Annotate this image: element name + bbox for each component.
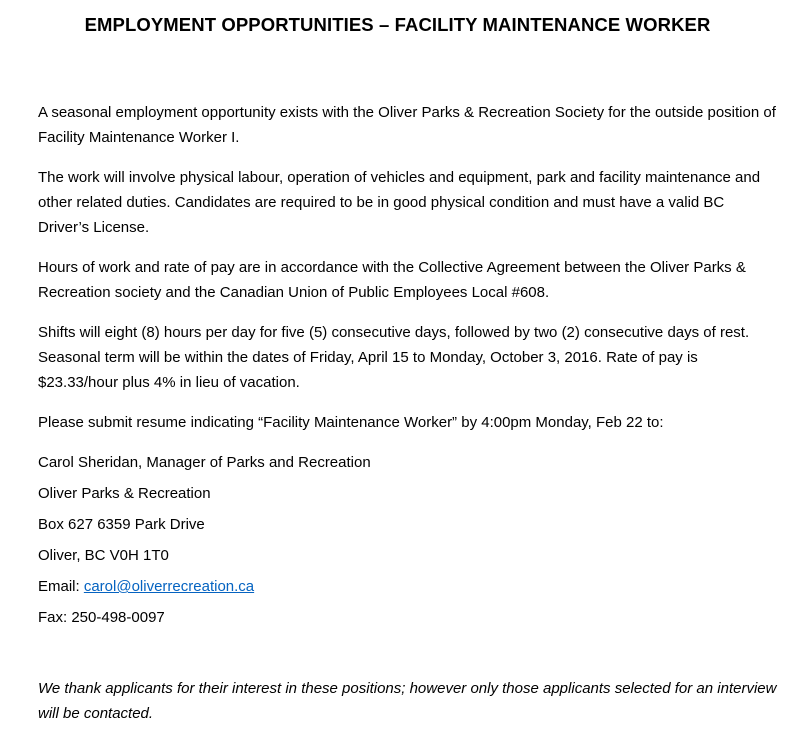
document-body: [38, 100, 778, 636]
email-label: Email:: [38, 578, 84, 595]
contact-block: [38, 450, 778, 630]
paragraph-intro: A seasonal employment opportunity exists with the Oliver Parks & Recreation Society for the outside position of Facility Maintenance Worker I.: [38, 104, 776, 146]
page-title: EMPLOYMENT OPPORTUNITIES – FACILITY MAINTENANCE WORKER: [84, 14, 711, 35]
contact-organization: Oliver Parks & Recreation: [38, 485, 211, 502]
email-link[interactable]: carol@oliverrecreation.ca: [83, 578, 255, 595]
paragraph-pay-agreement: Hours of work and rate of pay are in accordance with the Collective Agreement between the Oliver Parks & Recreation society and the Canadian Union of Public Employees Local #608.: [38, 259, 746, 301]
paragraph-shifts: Shifts will eight (8) hours per day for five (5) consecutive days, followed by two (2) consecutive days of rest. Seasonal term will be within the dates of Friday, April 15 to Monday, October 3, 2016. Rate of pay is $23.33/hour plus 4% in lieu of vacation.: [38, 324, 750, 391]
contact-address-line-1: Box 627 6359 Park Drive: [38, 516, 205, 533]
contact-fax: Fax: 250-498-0097: [38, 609, 165, 626]
closing-note: We thank applicants for their interest in these positions; however only those applicants selected for an interview will be contacted.: [38, 680, 777, 722]
contact-address-line-2: Oliver, BC V0H 1T0: [38, 547, 169, 564]
paragraph-duties: The work will involve physical labour, operation of vehicles and equipment, park and facility maintenance and other related duties. Candidates are required to be in good physical condition and must have a valid BC Driver’s License.: [38, 169, 761, 236]
contact-email-line: [38, 574, 778, 599]
paragraph-submit: Please submit resume indicating “Facility Maintenance Worker” by 4:00pm Monday, Feb 22 to:: [38, 414, 664, 431]
contact-name: Carol Sheridan, Manager of Parks and Recreation: [38, 454, 371, 471]
